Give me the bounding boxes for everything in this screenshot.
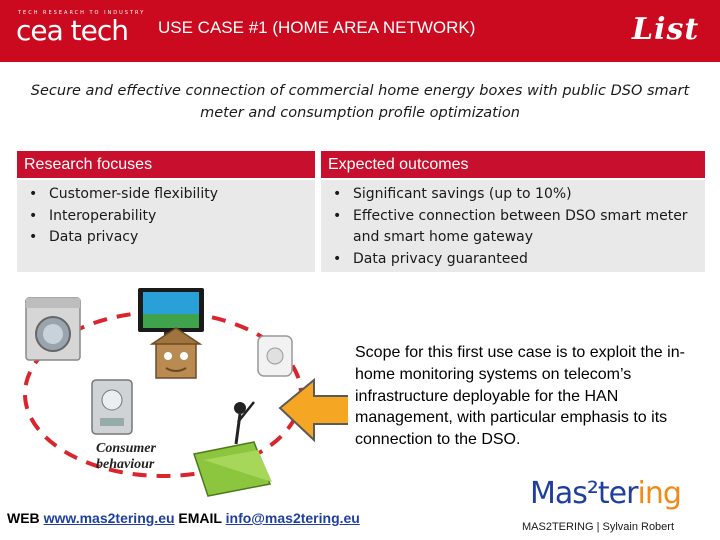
expected-outcomes-list — [327, 184, 699, 270]
footer-contact — [7, 510, 360, 526]
slide-subtitle: Secure and effective connection of commercial home energy boxes with public DSO smart meter and consumption profile optimization — [30, 83, 690, 121]
cea-tech-logo: cea tech — [16, 14, 129, 47]
brand-text-accent: ing — [637, 476, 681, 511]
scope-description: Scope for this first use case is to exploit the in-home monitoring systems on telecom’s infrastructure deployable for the HAN management, with particular emphasis to its connection to the DSO. — [355, 344, 685, 449]
research-focuses-cell — [17, 180, 315, 272]
brand-text: Mas²ter — [530, 476, 638, 511]
web-label: WEB — [7, 510, 40, 526]
mas2tering-logo — [530, 476, 681, 511]
header-expected-outcomes: Expected outcomes — [321, 151, 705, 178]
list-item: • Data privacy — [49, 227, 309, 249]
email-label: EMAIL — [178, 510, 222, 526]
behaviour-label: behaviour — [96, 457, 155, 472]
slide-title: USE CASE #1 (HOME AREA NETWORK) — [158, 18, 476, 37]
consumer-label: Consumer — [96, 441, 156, 456]
email-link[interactable]: info@mas2tering.eu — [225, 510, 360, 526]
list-item: • Customer-side flexibility — [49, 184, 309, 206]
list-item: • Effective connection between DSO smart meter and smart home gateway — [353, 206, 699, 249]
header-research-focuses: Research focuses — [17, 151, 315, 178]
website-link[interactable]: www.mas2tering.eu — [43, 510, 175, 526]
meter-appliance-icon — [92, 380, 132, 434]
tv-icon — [138, 288, 204, 337]
home-box-mascot-icon — [152, 328, 200, 378]
figure-icon — [234, 402, 254, 444]
list-logo: List — [632, 12, 700, 47]
research-focuses-list — [23, 184, 309, 249]
expected-outcomes-cell — [321, 180, 705, 272]
header-bar — [0, 0, 720, 62]
home-network-illustration — [18, 284, 348, 500]
cea-tech-tagline: TECH RESEARCH TO INDUSTRY — [18, 10, 146, 16]
list-item: • Data privacy guaranteed — [353, 249, 699, 271]
list-item: • Interoperability — [49, 206, 309, 228]
footer-credit: MAS2TERING | Sylvain Robert — [522, 521, 675, 533]
arrow-icon — [280, 380, 348, 440]
smart-plug-icon — [258, 336, 292, 376]
list-item: • Significant savings (up to 10%) — [353, 184, 699, 206]
washing-machine-icon — [26, 298, 80, 360]
